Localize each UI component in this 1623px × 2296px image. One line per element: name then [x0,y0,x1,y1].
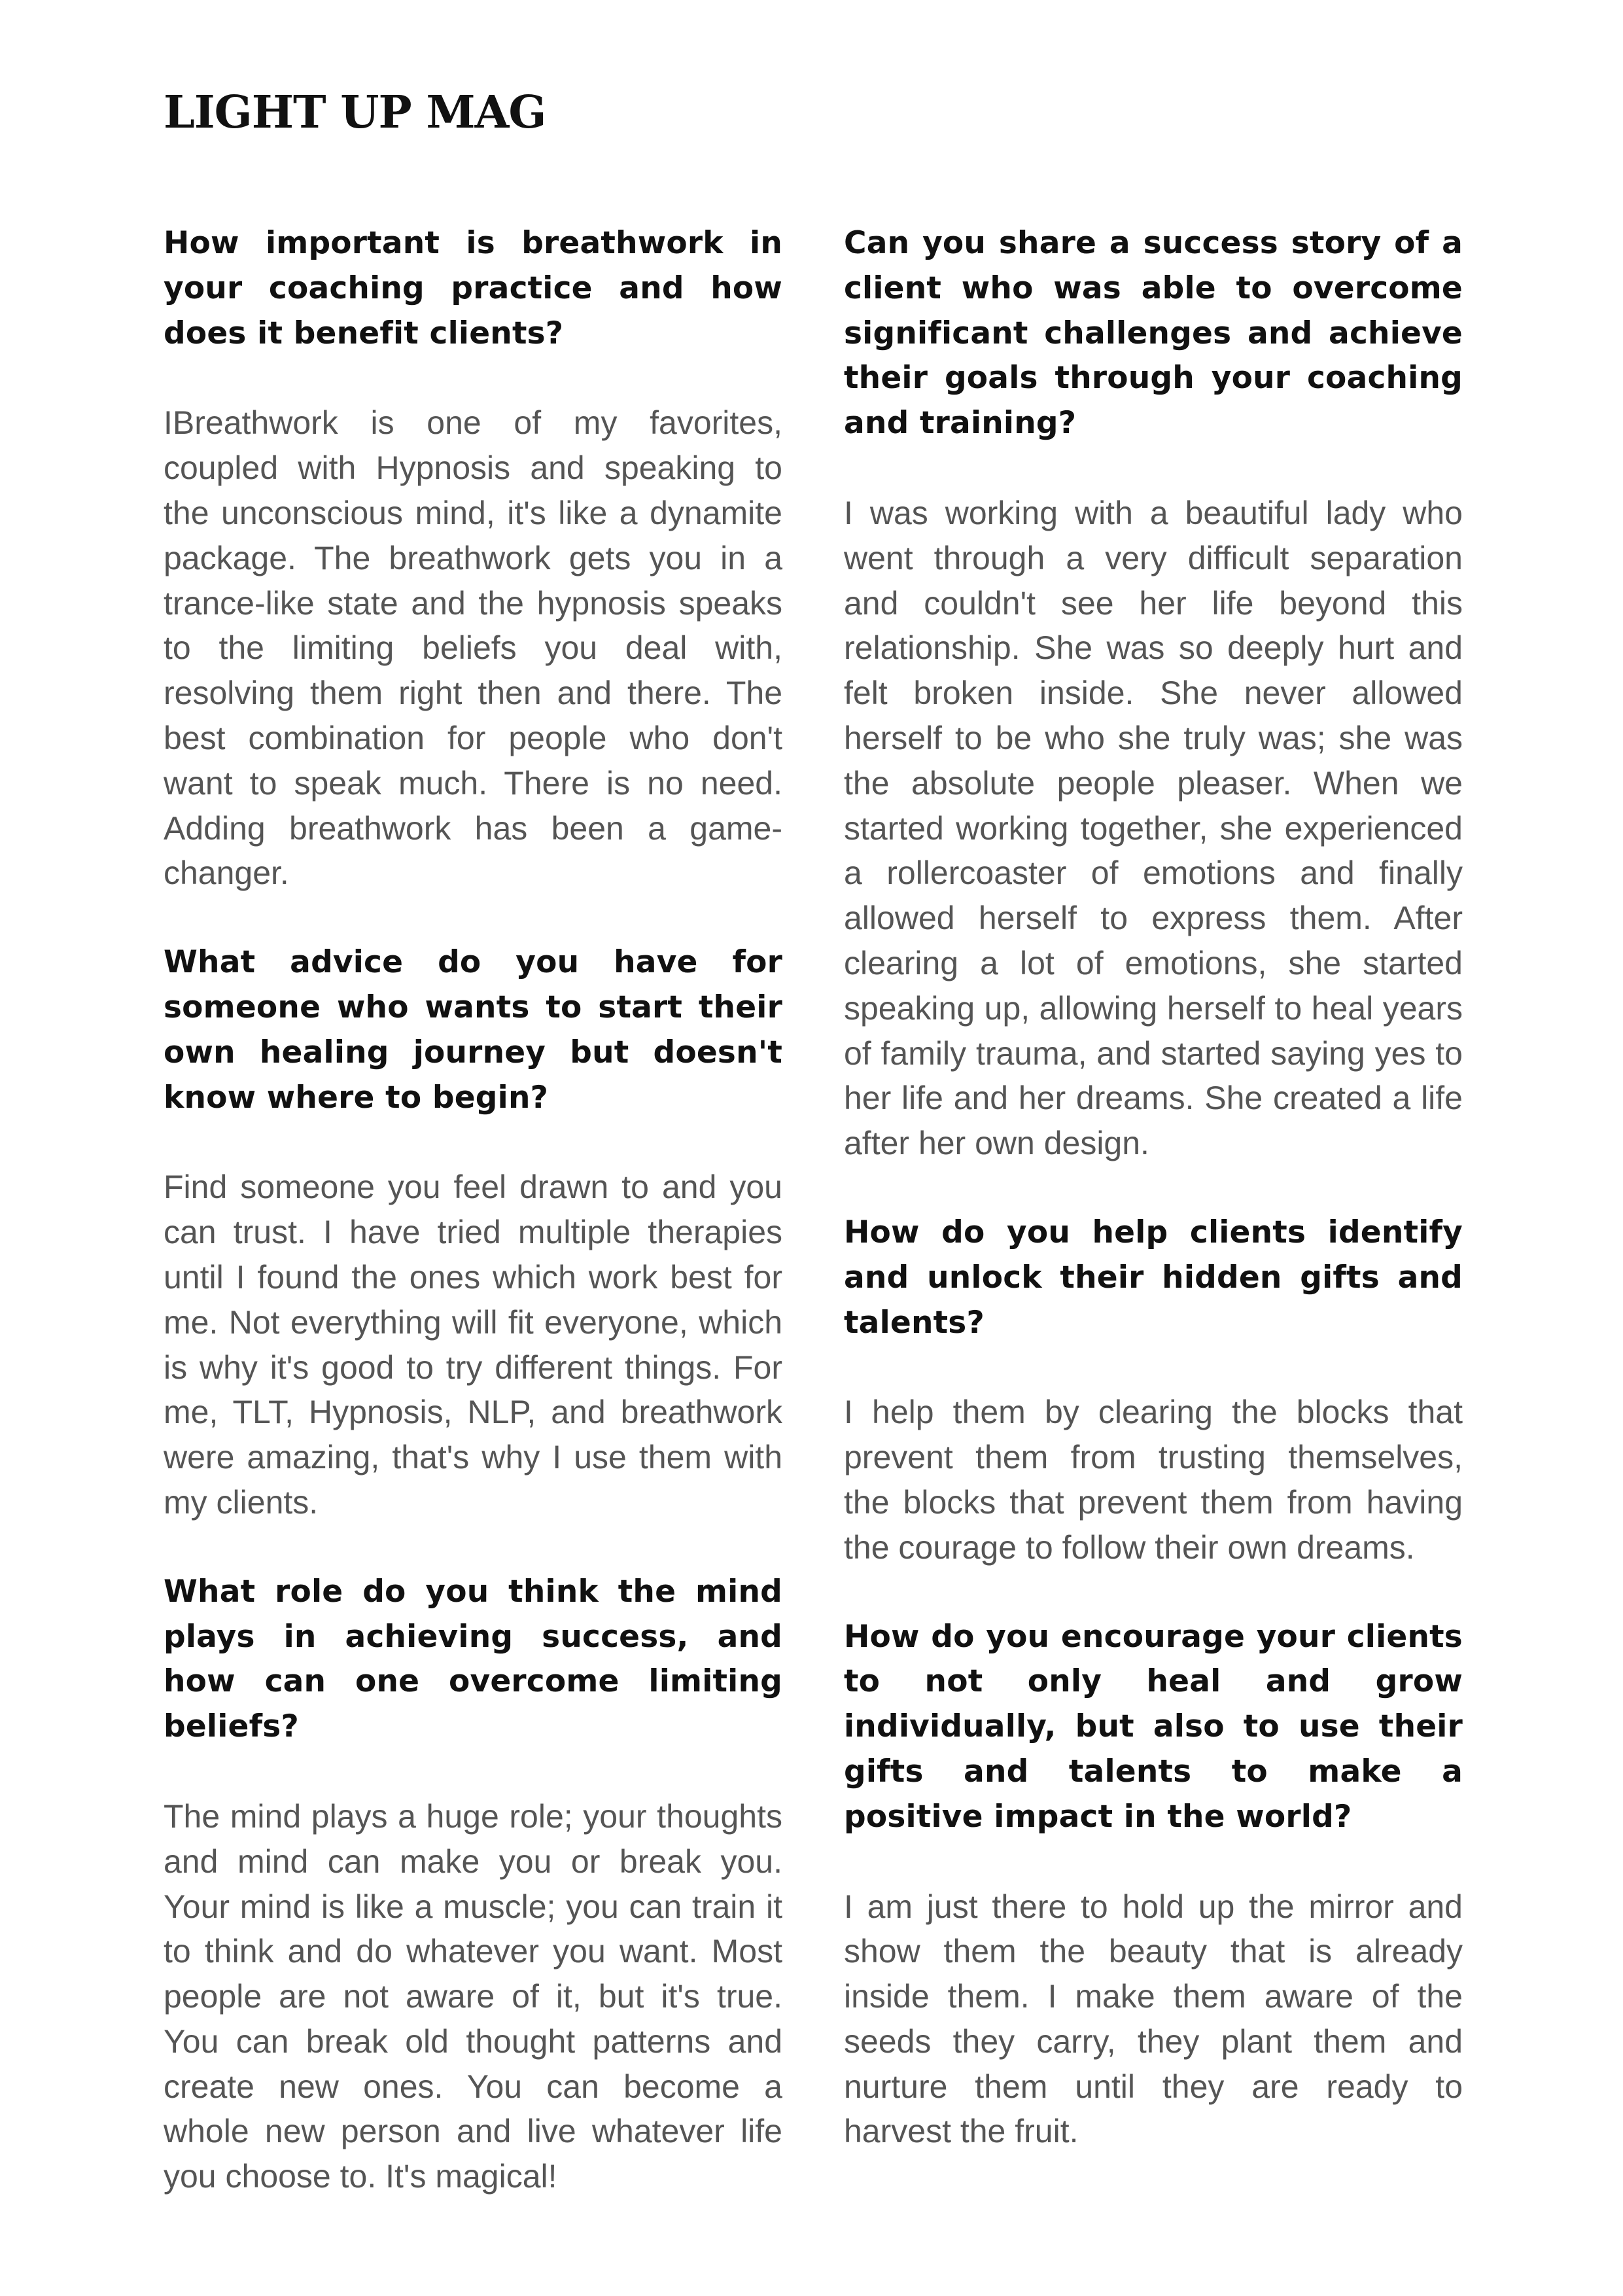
answer-paragraph: Find someone you feel drawn to and you can trust. I have tried multiple therapies until I found the ones which work best for me. Not everything will fit everyone, which is why it's good to try different things. For me, TLT, Hypnosis, NLP, and breathwork were amazing, that's why I use them with my clients. [164,1169,782,1521]
question-heading: What advice do you have for someone who wants to start their own healing journey but doesn't know where to begin? [164,944,782,1116]
answer-paragraph: IBreathwork is one of my favorites, coupled with Hypnosis and speaking to the unconscious mind, it's like a dynamite package. The breathwork gets you in a trance-like state and the hypnosis speaks to the limiting beliefs you deal with, resolving them right then and there. The best combination for people who don't want to speak much. There is no need. Adding breathwork has been a game-changer. [164,404,782,892]
qa-block-healing-advice [164,940,782,1525]
right-column [844,221,1463,2199]
qa-block-mind-role [164,1570,782,2199]
answer-paragraph: The mind plays a huge role; your thoughts and mind can make you or break you. Your mind is like a muscle; you can train it to think and do whatever you want. Most people are not aware of it, but it's true. You can break old thought patterns and create new ones. You can become a whole new person and live whatever life you choose to. It's magical! [164,1797,782,2195]
qa-block-success-story [844,221,1463,1166]
question-heading: Can you share a success story of a client who was able to overcome significant challenges and achieve their goals through your coaching and training? [844,225,1463,442]
masthead-title: LIGHT UP MAG [164,86,546,139]
question-heading: How do you encourage your clients to not only heal and grow individually, but also to use their gifts and talents to make a positive impact in the world? [844,1618,1463,1835]
question-heading: What role do you think the mind plays in achieving success, and how can one overcome limiting beliefs? [164,1573,782,1745]
question-heading: How important is breathwork in your coaching practice and how does it benefit clients? [164,225,782,351]
qa-block-positive-impact [844,1615,1463,2155]
answer-paragraph: I am just there to hold up the mirror and show them the beauty that is already inside them. I make them aware of the seeds they carry, they plant them and nurture them until they are ready to harvest the fruit. [844,1888,1463,2150]
question-heading: How do you help clients identify and unlock their hidden gifts and talents? [844,1214,1463,1341]
qa-block-hidden-gifts [844,1210,1463,1570]
answer-paragraph: I help them by clearing the blocks that prevent them from trusting themselves, the blocks that prevent them from having the courage to follow their own dreams. [844,1394,1463,1566]
left-column [164,221,782,2244]
qa-block-breathwork [164,221,782,896]
answer-paragraph: I was working with a beautiful lady who went through a very difficult separation and couldn't see her life beyond this relationship. She was so deeply hurt and felt broken inside. She never allowed herself to be who she truly was; she was the absolute people pleaser. When we started working together, she experienced a rollercoaster of emotions and finally allowed herself to express them. After clearing a lot of emotions, she started speaking up, allowing herself to heal years of family trauma, and started saying yes to her life and her dreams. She created a life after her own design. [844,494,1463,1162]
